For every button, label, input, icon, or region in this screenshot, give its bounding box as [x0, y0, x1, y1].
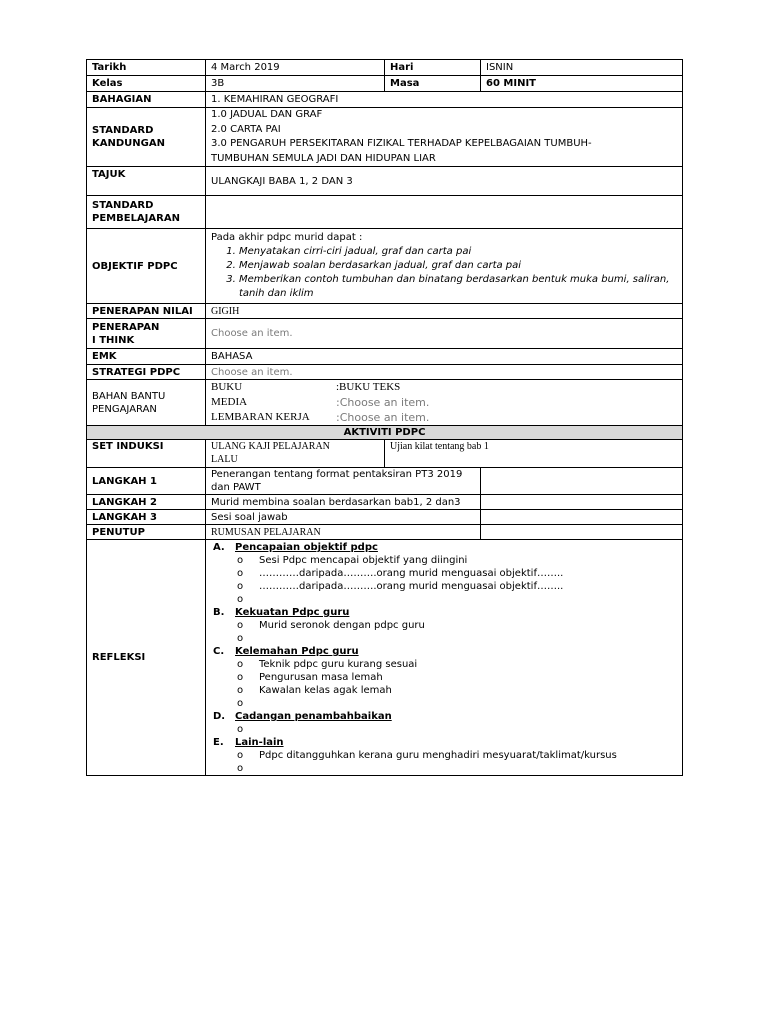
hari-value[interactable]: ISNIN [481, 60, 683, 76]
refleksi-section-letter: A. [213, 542, 225, 553]
tarikh-value[interactable]: 4 March 2019 [206, 60, 385, 76]
objektif-item: 2. Menjawab soalan berdasarkan jadual, graf dan carta pai [239, 259, 677, 273]
bahagian-label: BAHAGIAN [87, 92, 206, 108]
refleksi-item-text: Pdpc ditangguhkan kerana guru menghadiri mesyuarat/taklimat/kursus [259, 750, 617, 761]
nilai-label: PENERAPAN NILAI [87, 304, 206, 319]
set-induksi-note[interactable]: Ujian kilat tentang bab 1 [385, 440, 683, 468]
strategi-select[interactable]: Choose an item. [206, 365, 683, 380]
strategi-label: STRATEGI PDPC [87, 365, 206, 380]
emk-label: EMK [87, 349, 206, 365]
objektif-value[interactable] [206, 229, 683, 304]
bullet-icon: o [237, 568, 244, 579]
bullet-icon: o [237, 750, 244, 761]
bahan-buku-row: BUKU :BUKU TEKS [211, 381, 401, 393]
sk-line: 3.0 PENGARUH PERSEKITARAN FIZIKAL TERHADAP KEPELBAGAIAN TUMBUH- [211, 138, 592, 149]
tarikh-label: Tarikh [87, 60, 206, 76]
refleksi-item [211, 749, 677, 762]
refleksi-item [211, 593, 677, 606]
penutup-value[interactable]: RUMUSAN PELAJARAN [206, 525, 481, 540]
standard-pembelajaran-value[interactable] [206, 196, 683, 229]
refleksi-label: REFLEKSI [87, 540, 206, 776]
refleksi-item-text: Murid seronok dengan pdpc guru [259, 620, 425, 631]
standard-pembelajaran-label: STANDARD PEMBELAJARAN [87, 196, 206, 229]
refleksi-section [211, 606, 677, 619]
refleksi-item [211, 658, 677, 671]
standard-kandungan-value[interactable] [206, 108, 683, 167]
langkah2-extra[interactable] [481, 495, 683, 510]
refleksi-section-title: Lain-lain [235, 737, 284, 748]
bullet-icon: o [237, 672, 244, 683]
refleksi-item-text: Teknik pdpc guru kurang sesuai [259, 659, 418, 670]
refleksi-item [211, 762, 677, 775]
lesson-plan-table [86, 59, 683, 776]
refleksi-item [211, 580, 677, 593]
langkah3-value[interactable]: Sesi soal jawab [206, 510, 481, 525]
kelas-label: Kelas [87, 76, 206, 92]
bahan-label: BAHAN BANTU PENGAJARAN [87, 380, 206, 426]
bahagian-value[interactable]: 1. KEMAHIRAN GEOGRAFI [206, 92, 683, 108]
refleksi-item [211, 554, 677, 567]
refleksi-section-title: Kekuatan Pdpc guru [235, 607, 350, 618]
sk-line: TUMBUHAN SEMULA JADI DAN HIDUPAN LIAR [211, 152, 436, 164]
ithink-select[interactable]: Choose an item. [206, 319, 683, 349]
langkah1-label: LANGKAH 1 [87, 468, 206, 495]
bahan-lk-row: LEMBARAN KERJA :Choose an item. [211, 411, 430, 424]
hari-label: Hari [385, 60, 481, 76]
bullet-icon: o [237, 685, 244, 696]
refleksi-item-text: …………daripada……….orang murid menguasai objektif…….. [259, 568, 564, 579]
refleksi-section-letter: E. [213, 737, 224, 748]
lembaran-kerja-select[interactable]: :Choose an item. [336, 411, 430, 424]
refleksi-item-text: Sesi Pdpc mencapai objektif yang diingini [259, 555, 468, 566]
tajuk-value[interactable]: ULANGKAJI BABA 1, 2 DAN 3 [206, 167, 683, 196]
nilai-value[interactable]: GIGIH [206, 304, 683, 319]
objektif-item: 3. Memberikan contoh tumbuhan dan binatang berdasarkan bentuk muka bumi, saliran, tanih dan iklim [239, 273, 677, 301]
refleksi-section-title: Cadangan penambahbaikan [235, 711, 392, 722]
refleksi-item [211, 632, 677, 645]
standard-kandungan-label: STANDARD KANDUNGAN [87, 108, 206, 167]
refleksi-section [211, 541, 677, 554]
refleksi-item [211, 619, 677, 632]
sk-line: 1.0 JADUAL DAN GRAF [211, 109, 323, 120]
bullet-icon: o [237, 633, 244, 644]
refleksi-item-text: …………daripada……….orang murid menguasai objektif…….. [259, 581, 564, 592]
bullet-icon: o [237, 724, 244, 735]
bullet-icon: o [237, 581, 244, 592]
kelas-value[interactable]: 3B [206, 76, 385, 92]
refleksi-item [211, 684, 677, 697]
tajuk-label: TAJUK [87, 167, 206, 196]
ithink-label: PENERAPAN I THINK [87, 319, 206, 349]
objektif-intro: Pada akhir pdpc murid dapat : [211, 232, 363, 243]
refleksi-item [211, 697, 677, 710]
media-select[interactable]: :Choose an item. [336, 396, 430, 409]
refleksi-content[interactable] [206, 540, 683, 776]
langkah1-value[interactable]: Penerangan tentang format pentaksiran PT3 2019 dan PAWT [206, 468, 481, 495]
objektif-item: 1. Menyatakan cirri-ciri jadual, graf dan carta pai [239, 245, 677, 259]
bullet-icon: o [237, 763, 244, 774]
langkah3-extra[interactable] [481, 510, 683, 525]
bullet-icon: o [237, 620, 244, 631]
objektif-list [211, 245, 677, 301]
refleksi-section-letter: C. [213, 646, 225, 657]
objektif-label: OBJEKTIF PDPC [87, 229, 206, 304]
refleksi-section-letter: B. [213, 607, 225, 618]
refleksi-item-text: Pengurusan masa lemah [259, 672, 383, 683]
refleksi-section-letter: D. [213, 711, 226, 722]
bullet-icon: o [237, 555, 244, 566]
masa-label: Masa [385, 76, 481, 92]
sk-line: 2.0 CARTA PAI [211, 123, 281, 135]
aktiviti-header: AKTIVITI PDPC [87, 426, 683, 440]
set-induksi-label: SET INDUKSI [87, 440, 206, 468]
set-induksi-value[interactable]: ULANG KAJI PELAJARAN LALU [206, 440, 385, 468]
penutup-extra[interactable] [481, 525, 683, 540]
refleksi-item [211, 567, 677, 580]
penutup-label: PENUTUP [87, 525, 206, 540]
bullet-icon: o [237, 594, 244, 605]
bullet-icon: o [237, 698, 244, 709]
bullet-icon: o [237, 659, 244, 670]
refleksi-list [211, 541, 677, 775]
refleksi-section-title: Pencapaian objektif pdpc [235, 542, 378, 553]
refleksi-item [211, 671, 677, 684]
langkah3-label: LANGKAH 3 [87, 510, 206, 525]
refleksi-item-text: Kawalan kelas agak lemah [259, 685, 392, 696]
masa-value[interactable]: 60 MINIT [481, 76, 683, 92]
langkah2-label: LANGKAH 2 [87, 495, 206, 510]
bahan-media-row: MEDIA :Choose an item. [211, 396, 430, 409]
langkah1-extra[interactable] [481, 468, 683, 495]
refleksi-section [211, 710, 677, 723]
refleksi-item [211, 723, 677, 736]
bahan-value[interactable] [206, 380, 683, 426]
refleksi-section [211, 736, 677, 749]
langkah2-value[interactable]: Murid membina soalan berdasarkan bab1, 2 dan3 [206, 495, 481, 510]
refleksi-section-title: Kelemahan Pdpc guru [235, 646, 359, 657]
refleksi-section [211, 645, 677, 658]
emk-value[interactable]: BAHASA [206, 349, 683, 365]
